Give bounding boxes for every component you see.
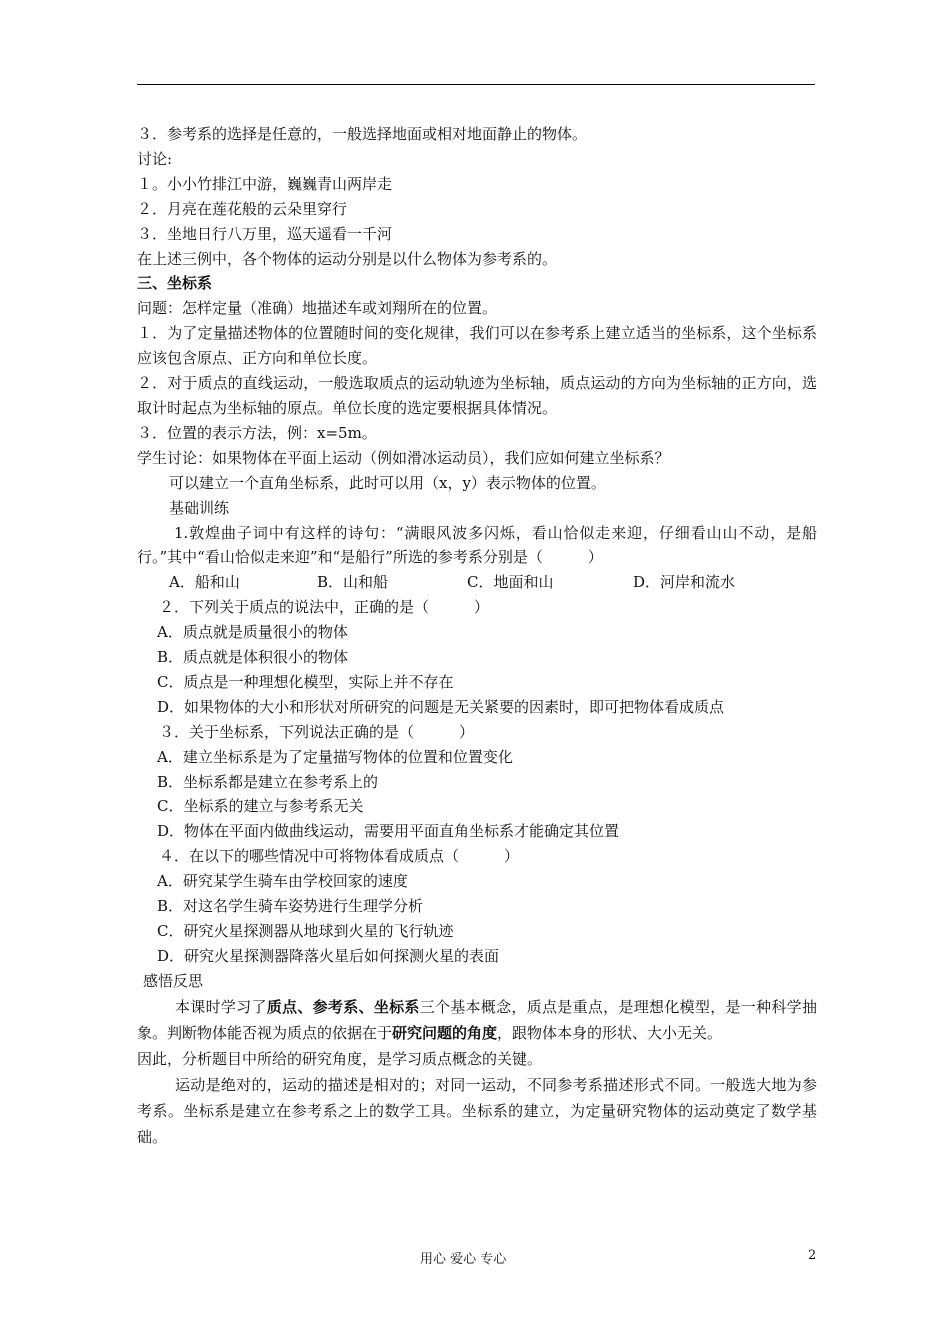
option-c: C．质点是一种理想化模型，实际上并不存在 (157, 672, 454, 691)
question-3: ３．关于坐标系，下列说法正确的是（ ） (159, 722, 475, 741)
option-d: D．河岸和流水 (633, 573, 736, 592)
text-line: ３．参考系的选择是任意的，一般选择地面或相对地面静止的物体。 (137, 125, 588, 143)
option-d: D．研究火星探测器降落火星后如何探测火星的表面 (157, 946, 500, 965)
text-line: 学生讨论：如果物体在平面上运动（例如滑冰运动员），我们应如何建立坐标系？ (137, 448, 670, 467)
text-line: ３．坐地日行八万里，巡天遥看一千河 (137, 224, 393, 243)
text-line: 问题：怎样定量（准确）地描述车或刘翔所在的位置。 (137, 299, 498, 318)
footer-slogan: 用心 爱心 专心 (420, 1252, 507, 1267)
option-b: B．质点就是体积很小的物体 (157, 648, 349, 667)
option-b: B．对这名学生骑车姿势进行生理学分析 (157, 897, 424, 916)
section-heading: 三、坐标系 (137, 274, 213, 293)
option-a: A．建立坐标系是为了定量描写物体的位置和位置变化 (157, 747, 513, 766)
option-a: A．研究某学生骑车由学校回家的速度 (157, 872, 408, 891)
question-2: ２．下列关于质点的说法中，正确的是（ ） (159, 598, 490, 617)
reflection-heading: 感悟反思 (143, 971, 204, 990)
option-d: D．如果物体的大小和形状对所研究的问题是无关紧要的因素时，即可把物体看成质点 (157, 697, 725, 716)
paragraph: ２．对于质点的直线运动，一般选取质点的运动轨迹为坐标轴，质点运动的方向为坐标轴的正方向，选取计时起点为坐标轴的原点。单位长度的选定要根据具体情况。 (137, 374, 817, 417)
text-line: 可以建立一个直角坐标系，此时可以用（x，y）表示物体的位置。 (169, 473, 606, 492)
discussion-label: 讨论: (137, 149, 173, 168)
question-1: 1.敦煌曲子词中有这样的诗句：“满眼风波多闪烁，看山恰似走来迎，仔细看山山不动，是船行。”其中“看山恰似走来迎”和“是船行”所选的参考系分别是（ ） (137, 523, 817, 567)
question-1-options (137, 570, 817, 595)
header-rule (137, 84, 815, 85)
subsection-heading: 基础训练 (169, 498, 230, 517)
text-line: ３．位置的表示方法，例：x=5m。 (137, 423, 377, 442)
paragraph: １．为了定量描述物体的位置随时间的变化规律，我们可以在参考系上建立适当的坐标系，这个坐标系应该包含原点、正方向和单位长度。 (137, 324, 817, 368)
question-4: ４．在以下的哪些情况中可将物体看成质点（ ） (159, 847, 520, 866)
option-d: D．物体在平面内做曲线运动，需要用平面直角坐标系才能确定其位置 (157, 822, 620, 841)
option-a: A．质点就是质量很小的物体 (157, 623, 348, 642)
page-content (137, 122, 817, 1150)
option-c: C．研究火星探测器从地球到火星的飞行轨迹 (157, 922, 454, 940)
text-line: 在上述三例中，各个物体的运动分别是以什么物体为参考系的。 (137, 249, 558, 268)
option-c: C．地面和山 (467, 573, 554, 592)
option-b: B．坐标系都是建立在参考系上的 (157, 772, 379, 791)
option-b: B．山和船 (317, 573, 389, 592)
page-number: 2 (808, 1248, 817, 1263)
reflection-paragraph-2: 运动是绝对的，运动的描述是相对的；对同一运动，不同参考系描述形式不同。一般选大地为参考系。坐标系是建立在参考系之上的数学工具。坐标系的建立，为定量研究物体的运动奠定了数学基础。 (137, 1075, 817, 1146)
reflection-line: 因此，分析题目中所给的研究角度，是学习质点概念的关键。 (137, 1049, 543, 1068)
option-a: A．船和山 (169, 573, 240, 592)
option-c: C．坐标系的建立与参考系无关 (157, 797, 364, 816)
text-line: １。小小竹排江中游，巍巍青山两岸走 (137, 174, 393, 193)
text-line: ２．月亮在莲花般的云朵里穿行 (137, 199, 348, 218)
reflection-paragraph-1: 本课时学习了质点、参考系、坐标系三个基本概念，质点是重点，是理想化模型，是一种科学抽象。判断物体能否视为质点的依据在于研究问题的角度，跟物体本身的形状、大小无关。 (137, 997, 817, 1042)
